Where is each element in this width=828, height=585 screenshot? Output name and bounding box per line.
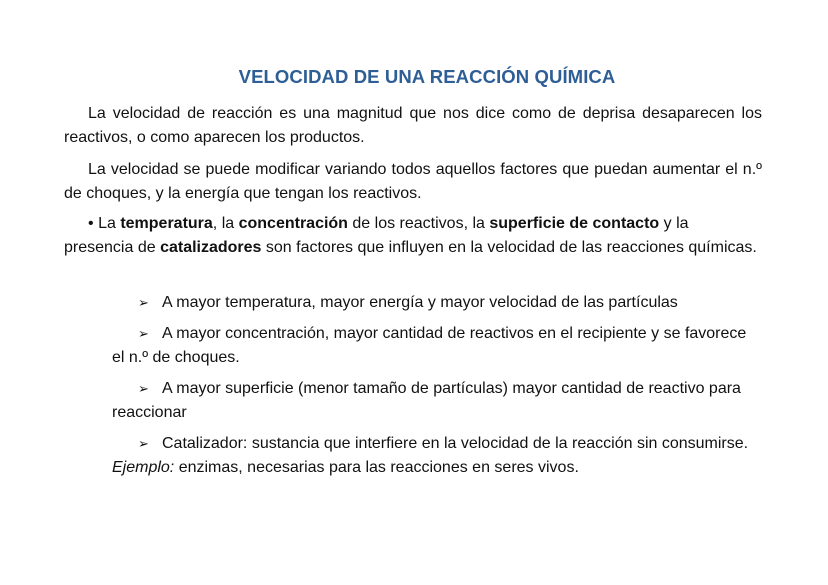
arrow-bullet-icon: ➢ (138, 295, 149, 310)
arrow-bullet-icon: ➢ (138, 436, 149, 451)
keyword-concentracion: concentración (238, 215, 348, 232)
keyword-temperatura: temperatura (120, 215, 213, 232)
list-item-superficie (112, 377, 762, 425)
list-item-concentracion (112, 322, 762, 370)
list-item-text: A mayor superficie (menor tamaño de partículas) mayor cantidad de reactivo para reaccionar (112, 380, 741, 421)
paragraph-modification: La velocidad se puede modificar variando todos aquellos factores que puedan aumentar el n.º de choques, y la energía que tengan los reactivos. (64, 161, 762, 202)
list-item-catalizador (112, 432, 762, 480)
text-segment: de los reactivos, la (347, 215, 490, 232)
text-segment: y la presencia de (64, 215, 689, 256)
paragraph-definition: La velocidad de reacción es una magnitud que nos dice como de deprisa desaparecen los reactivos, o como aparecen los productos. (64, 105, 762, 146)
factor-list (112, 291, 762, 487)
keyword-catalizadores: catalizadores (160, 239, 262, 256)
arrow-bullet-icon: ➢ (138, 326, 149, 341)
list-item-text: A mayor concentración, mayor cantidad de reactivos en el recipiente y se favorece el n.º de choques. (112, 325, 747, 366)
list-item-text: A mayor temperatura, mayor energía y mayor velocidad de las partículas (162, 294, 678, 311)
arrow-bullet-icon: ➢ (138, 381, 149, 396)
bullet-dot: • (88, 215, 94, 232)
list-item-text: enzimas, necesarias para las reacciones en seres vivos. (174, 459, 579, 476)
keyword-superficie: superficie de contacto (489, 215, 660, 232)
list-item-temperatura (112, 291, 762, 315)
text-segment: son factores que influyen en la velocidad de las reacciones químicas. (261, 239, 757, 256)
list-item-text: Catalizador: sustancia que interfiere en la velocidad de la reacción sin consumirse. (162, 435, 749, 452)
example-label: Ejemplo: (112, 459, 175, 476)
paragraph-factors (64, 212, 762, 260)
page-title: VELOCIDAD DE UNA REACCIÓN QUÍMICA (238, 66, 616, 87)
text-segment: , la (212, 215, 239, 232)
text-segment: La (98, 215, 121, 232)
